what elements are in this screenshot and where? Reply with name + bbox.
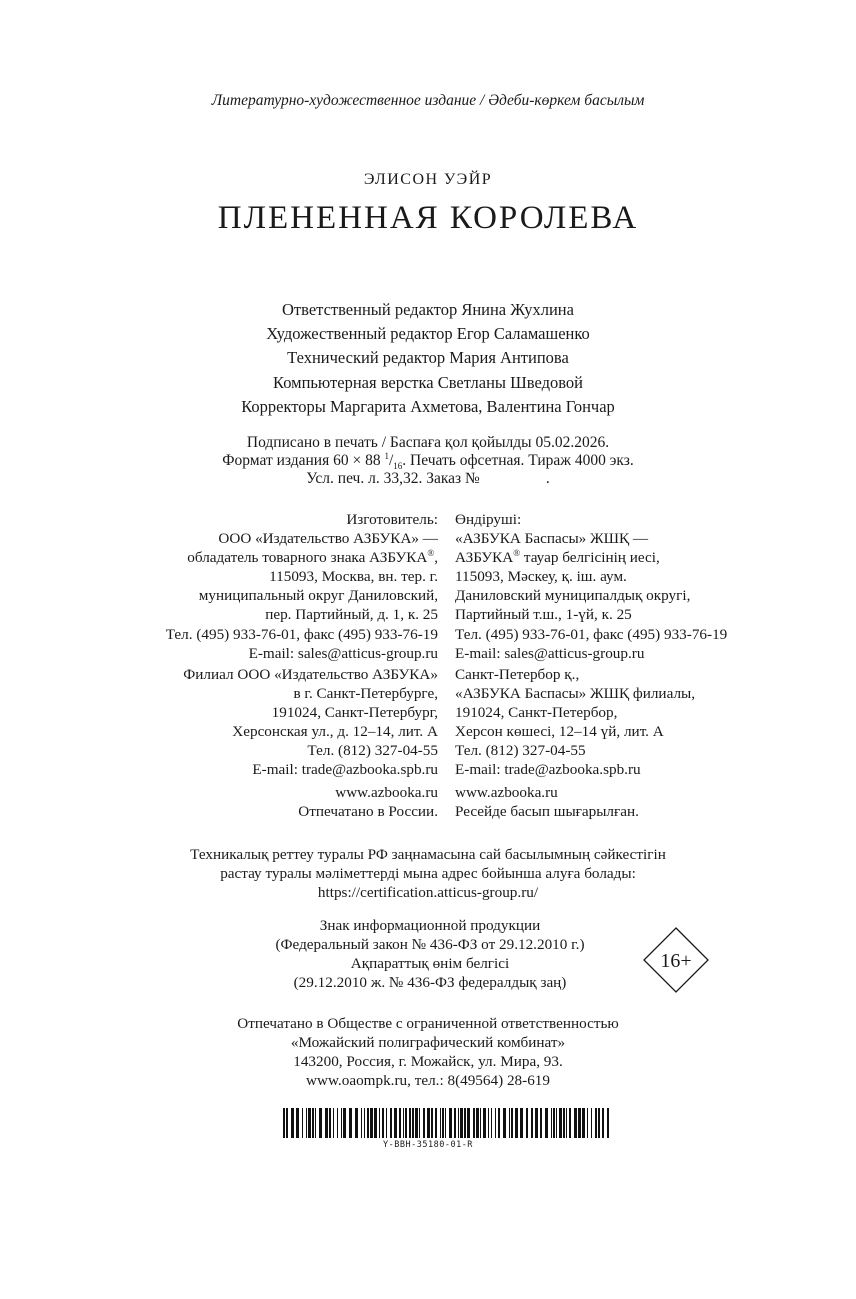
barcode-bar [343,1108,346,1138]
printer-block [0,1014,856,1090]
address-line: ООО «Издательство АЗБУКА» — [218,530,438,548]
barcode-bar [458,1108,459,1138]
credit-line: Художественный редактор Егор Саламашенко [266,324,590,344]
address-line: Даниловский муниципалдық округі, [455,587,691,605]
barcode-bar [349,1108,352,1138]
book-title: ПЛЕНЕННАЯ КОРОЛЕВА [217,200,639,236]
printed-in-line: Отпечатано в России. [298,803,438,821]
barcode-number: Y-BBH-35180-01-R [383,1140,473,1150]
address-line: Херсон көшесі, 12–14 үй, лит. А [455,723,664,741]
manufacturer-ru [60,510,438,663]
printer-line: www.oaompk.ru, тел.: 8(49564) 28-619 [306,1072,550,1089]
barcode-bar [540,1108,542,1138]
barcode-bar [361,1108,362,1138]
barcode-bar [445,1108,446,1138]
barcode-bar [587,1108,588,1138]
barcode-bar [419,1108,420,1138]
barcode-bar [520,1108,523,1138]
barcode-bar [545,1108,548,1138]
age-rating-badge [643,927,709,993]
barcode-bar [498,1108,500,1138]
manufacturer-kz [455,510,835,663]
address-line: Филиал ООО «Издательство АЗБУКА» [183,666,438,683]
barcode-bar [578,1108,581,1138]
address-line: Херсонская ул., д. 12–14, лит. А [232,723,438,741]
barcode-bar [607,1108,609,1138]
credit-line: Ответственный редактор Янина Жухлина [282,300,574,319]
credits-block [0,298,856,419]
credit-line: Корректоры Маргарита Ахметова, Валентина Гончар [241,396,615,416]
barcode-bar [442,1108,444,1138]
certification-line: Техникалық реттеу туралы РФ заңнамасына сай басылымның сәйкестігін [190,846,666,863]
barcode-bar [405,1108,407,1138]
barcode-bar [495,1108,496,1138]
barcode-bar [551,1108,552,1138]
signed-date: Подписано в печать / Баспаға қол қойылды 05.02.2026. [246,434,610,451]
barcode-bar [503,1108,506,1138]
barcode [283,1108,611,1138]
barcode-bar [302,1108,303,1138]
barcode-bar [535,1108,538,1138]
address-line: АЗБУКА® тауар белгісінің иесі, [455,548,660,567]
barcode-bar [415,1108,418,1138]
email-line: E-mail: sales@atticus-group.ru [248,644,438,662]
barcode-bar [409,1108,411,1138]
author-name: ЭЛИСОН УЭЙР [363,171,493,188]
address-line: Партийный т.ш., 1-үй, к. 25 [455,606,632,624]
barcode-bar [515,1108,518,1138]
sign-line: (29.12.2010 ж. № 436-ФЗ федералдық заң) [293,974,567,991]
format-suffix: . Печать офсетная. Тираж 4000 экз. [402,452,634,469]
barcode-bar [526,1108,528,1138]
address-line: «АЗБУКА Баспасы» ЖШҚ филиалы, [455,685,696,703]
barcode-bar [319,1108,322,1138]
barcode-bar [582,1108,585,1138]
barcode-bar [333,1108,334,1138]
barcode-bar [374,1108,377,1138]
barcode-bar [460,1108,463,1138]
format-numerator: 1 [384,450,389,461]
address-line: «АЗБУКА Баспасы» ЖШҚ — [455,530,649,548]
barcode-bar [563,1108,565,1138]
certification-block [0,845,856,902]
phone-line: Тел. (495) 933-76-01, факс (495) 933-76-19 [455,625,728,643]
barcode-bar [283,1108,285,1138]
address-line: пер. Партийный, д. 1, к. 25 [265,606,438,624]
edition-line: Литературно-художественное издание / Әдеби-көркем басылым [211,92,645,109]
barcode-bar [476,1108,479,1138]
barcode-bar [509,1108,510,1138]
address-line: 115093, Мәскеу, қ. іш. аум. [455,568,627,586]
format-prefix: Формат издания 60 × 88 [222,452,385,469]
manufacturer-heading: Өндіруші: [455,511,522,528]
footer-ru [60,783,438,821]
barcode-bar [390,1108,392,1138]
phone-line: Тел. (495) 933-76-01, факс (495) 933-76-19 [165,625,438,643]
barcode-bar [435,1108,437,1138]
barcode-bar [483,1108,486,1138]
footer-kz [455,783,835,821]
website-line: www.azbooka.ru [455,784,558,801]
printed-in-line: Ресейде басып шығарылған. [455,803,639,821]
barcode-bar [556,1108,557,1138]
barcode-bar [364,1108,365,1138]
barcode-bar [367,1108,369,1138]
barcode-bar [296,1108,299,1138]
barcode-bar [382,1108,384,1138]
barcode-bar [467,1108,470,1138]
registered-mark: ® [513,548,521,559]
barcode-bar [306,1108,307,1138]
barcode-bar [308,1108,311,1138]
certification-line: растау туралы мәліметтерді мына адрес бойынша алуға болады: [220,865,636,882]
phone-line: Тел. (812) 327-04-55 [307,742,438,760]
info-product-sign [230,916,630,992]
sheets-suffix: . [545,470,550,487]
email-line: E-mail: sales@atticus-group.ru [455,644,645,662]
barcode-bar [569,1108,571,1138]
registered-mark: ® [427,548,435,559]
barcode-bar [491,1108,492,1138]
certification-url: https://certification.atticus-group.ru/ [317,884,539,901]
website-line: www.azbooka.ru [335,784,438,801]
barcode-bar [574,1108,577,1138]
age-rating-text: 16+ [660,950,692,972]
barcode-bar [315,1108,316,1138]
barcode-bar [370,1108,373,1138]
sign-line: Ақпараттық өнім белгісі [350,955,510,972]
format-line: Формат издания 60 × 88 $^1/_{16}$. Печать офсетная. Тираж 4000 экз. [222,450,634,472]
address-line: муниципальный округ Даниловский, [198,587,438,605]
barcode-bar [511,1108,513,1138]
credit-line: Компьютерная верстка Светланы Шведовой [273,372,583,392]
barcode-bar [591,1108,592,1138]
email-line: E-mail: trade@azbooka.spb.ru [455,761,641,779]
barcode-bar [488,1108,489,1138]
printer-line: Отпечатано в Обществе с ограниченной ответственностью [237,1015,619,1032]
order-line [0,470,856,488]
address-line: обладатель товарного знака АЗБУКА®, [187,548,438,567]
address-line: 115093, Москва, вн. тер. г. [269,568,438,586]
barcode-bar [329,1108,331,1138]
barcode-bar [399,1108,401,1138]
format-denominator: 16 [393,461,403,472]
barcode-bar [595,1108,597,1138]
sheets-text: Усл. печ. л. 33,32. Заказ № [306,470,480,487]
address-line: 191024, Санкт-Петербург, [271,704,438,722]
print-info-block [0,434,856,488]
barcode-bar [341,1108,342,1138]
barcode-bar [427,1108,430,1138]
barcode-bar [602,1108,604,1138]
barcode-bar [286,1108,288,1138]
barcode-bar [440,1108,441,1138]
barcode-bar [403,1108,404,1138]
barcode-bar [449,1108,452,1138]
barcode-bar [355,1108,358,1138]
manufacturer-heading: Изготовитель: [346,511,438,528]
address-line: Санкт-Петербор қ., [455,666,580,683]
barcode-bar [337,1108,338,1138]
barcode-bar [431,1108,433,1138]
barcode-bar [386,1108,387,1138]
barcode-bar [412,1108,414,1138]
barcode-bar [394,1108,397,1138]
barcode-bar [473,1108,475,1138]
barcode-bar [291,1108,294,1138]
barcode-bar [598,1108,600,1138]
phone-line: Тел. (812) 327-04-55 [455,742,586,760]
barcode-bar [325,1108,328,1138]
sign-line: Знак информационной продукции [319,917,541,934]
barcode-bar [454,1108,456,1138]
barcode-bar [531,1108,533,1138]
barcode-bar [559,1108,562,1138]
barcode-bar [566,1108,567,1138]
branch-kz [455,665,835,780]
address-line: в г. Санкт-Петербурге, [293,685,438,703]
branch-ru [60,665,438,780]
barcode-bar [553,1108,555,1138]
address-line: 191024, Санкт-Петербор, [455,704,618,722]
barcode-bar [464,1108,466,1138]
printer-line: «Можайский полиграфический комбинат» [290,1034,566,1051]
barcode-bar [312,1108,314,1138]
printer-line: 143200, Россия, г. Можайск, ул. Мира, 93. [293,1053,563,1070]
barcode-bar [480,1108,481,1138]
barcode-bar [379,1108,380,1138]
barcode-bar [423,1108,425,1138]
sign-line: (Федеральный закон № 436-ФЗ от 29.12.2010 г.) [275,936,585,953]
email-line: E-mail: trade@azbooka.spb.ru [252,761,438,779]
credit-line: Технический редактор Мария Антипова [287,348,569,368]
